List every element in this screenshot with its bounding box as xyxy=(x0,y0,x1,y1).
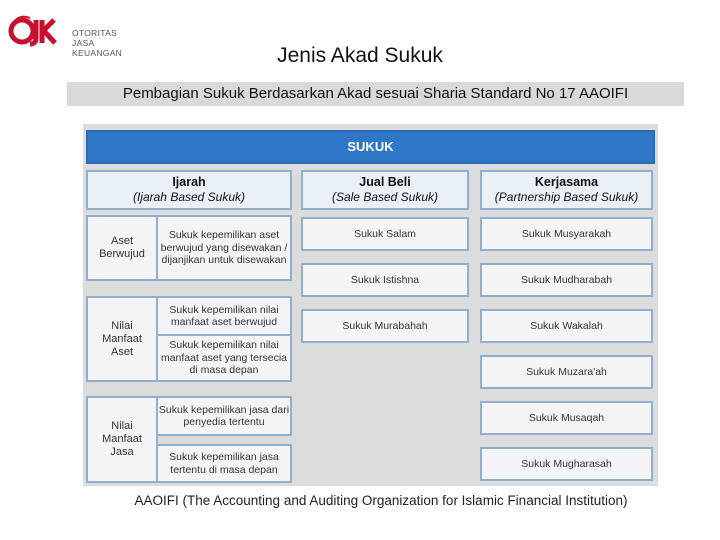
jual-beli-item: Sukuk Murabahah xyxy=(301,309,469,343)
ijarah-item-nilai-manfaat-aset-1: Sukuk kepemilikan nilai manfaat aset berwujud xyxy=(156,296,292,336)
jual-beli-item: Sukuk Istishna xyxy=(301,263,469,297)
jual-beli-item: Sukuk Salam xyxy=(301,217,469,251)
label-text: Nilai Manfaat Aset xyxy=(102,319,142,358)
ijarah-item-jasa-1: Sukuk kepemilikan jasa dari penyedia tertentu xyxy=(156,396,292,436)
header-jual-beli xyxy=(301,170,469,210)
header-jual-beli-name: Jual Beli xyxy=(359,175,411,189)
kerjasama-item: Sukuk Musyarakah xyxy=(480,217,653,251)
logo-line: JASA xyxy=(72,38,95,48)
sukuk-diagram xyxy=(83,124,658,486)
ijarah-label-aset-berwujud xyxy=(86,215,158,281)
header-jual-beli-sub: (Sale Based Sukuk) xyxy=(331,190,439,204)
ijarah-label-nilai-manfaat-jasa xyxy=(86,396,158,483)
label-text: Nilai Manfaat Jasa xyxy=(102,420,142,458)
header-kerjasama-name: Kerjasama xyxy=(534,175,599,189)
ijarah-item-jasa-2: Sukuk kepemilikan jasa tertentu di masa depan xyxy=(156,444,292,483)
ijarah-label-nilai-manfaat-aset xyxy=(86,296,158,382)
logo-line: OTORITAS xyxy=(72,28,118,38)
kerjasama-item: Sukuk Musaqah xyxy=(480,401,653,435)
ijarah-item-aset-berwujud: Sukuk kepemilikan aset berwujud yang disewakan / dijanjikan untuk disewakan xyxy=(156,215,292,281)
footnote: AAOIFI (The Accounting and Auditing Organization for Islamic Financial Institution) xyxy=(134,493,628,508)
kerjasama-item: Sukuk Muzara'ah xyxy=(480,355,653,389)
kerjasama-item: Sukuk Wakalah xyxy=(480,309,653,343)
header-kerjasama-sub: (Partnership Based Sukuk) xyxy=(494,190,639,204)
header-ijarah-name: Ijarah xyxy=(172,175,206,189)
header-ijarah xyxy=(86,170,292,210)
label-text: Aset Berwujud xyxy=(99,235,145,260)
ijarah-item-nilai-manfaat-aset-2: Sukuk kepemilikan nilai manfaat aset yang tersecia di masa depan xyxy=(156,334,292,382)
sukuk-root-box: SUKUK xyxy=(86,130,655,164)
header-ijarah-sub: (Ijarah Based Sukuk) xyxy=(132,190,246,204)
header-kerjasama xyxy=(480,170,653,210)
kerjasama-item: Sukuk Mugharasah xyxy=(480,447,653,481)
kerjasama-item: Sukuk Mudharabah xyxy=(480,263,653,297)
subtitle-bar: Pembagian Sukuk Berdasarkan Akad sesuai Sharia Standard No 17 AAOIFI xyxy=(67,82,684,106)
page-title: Jenis Akad Sukuk xyxy=(277,44,443,67)
logo-line: KEUANGAN xyxy=(72,48,123,58)
